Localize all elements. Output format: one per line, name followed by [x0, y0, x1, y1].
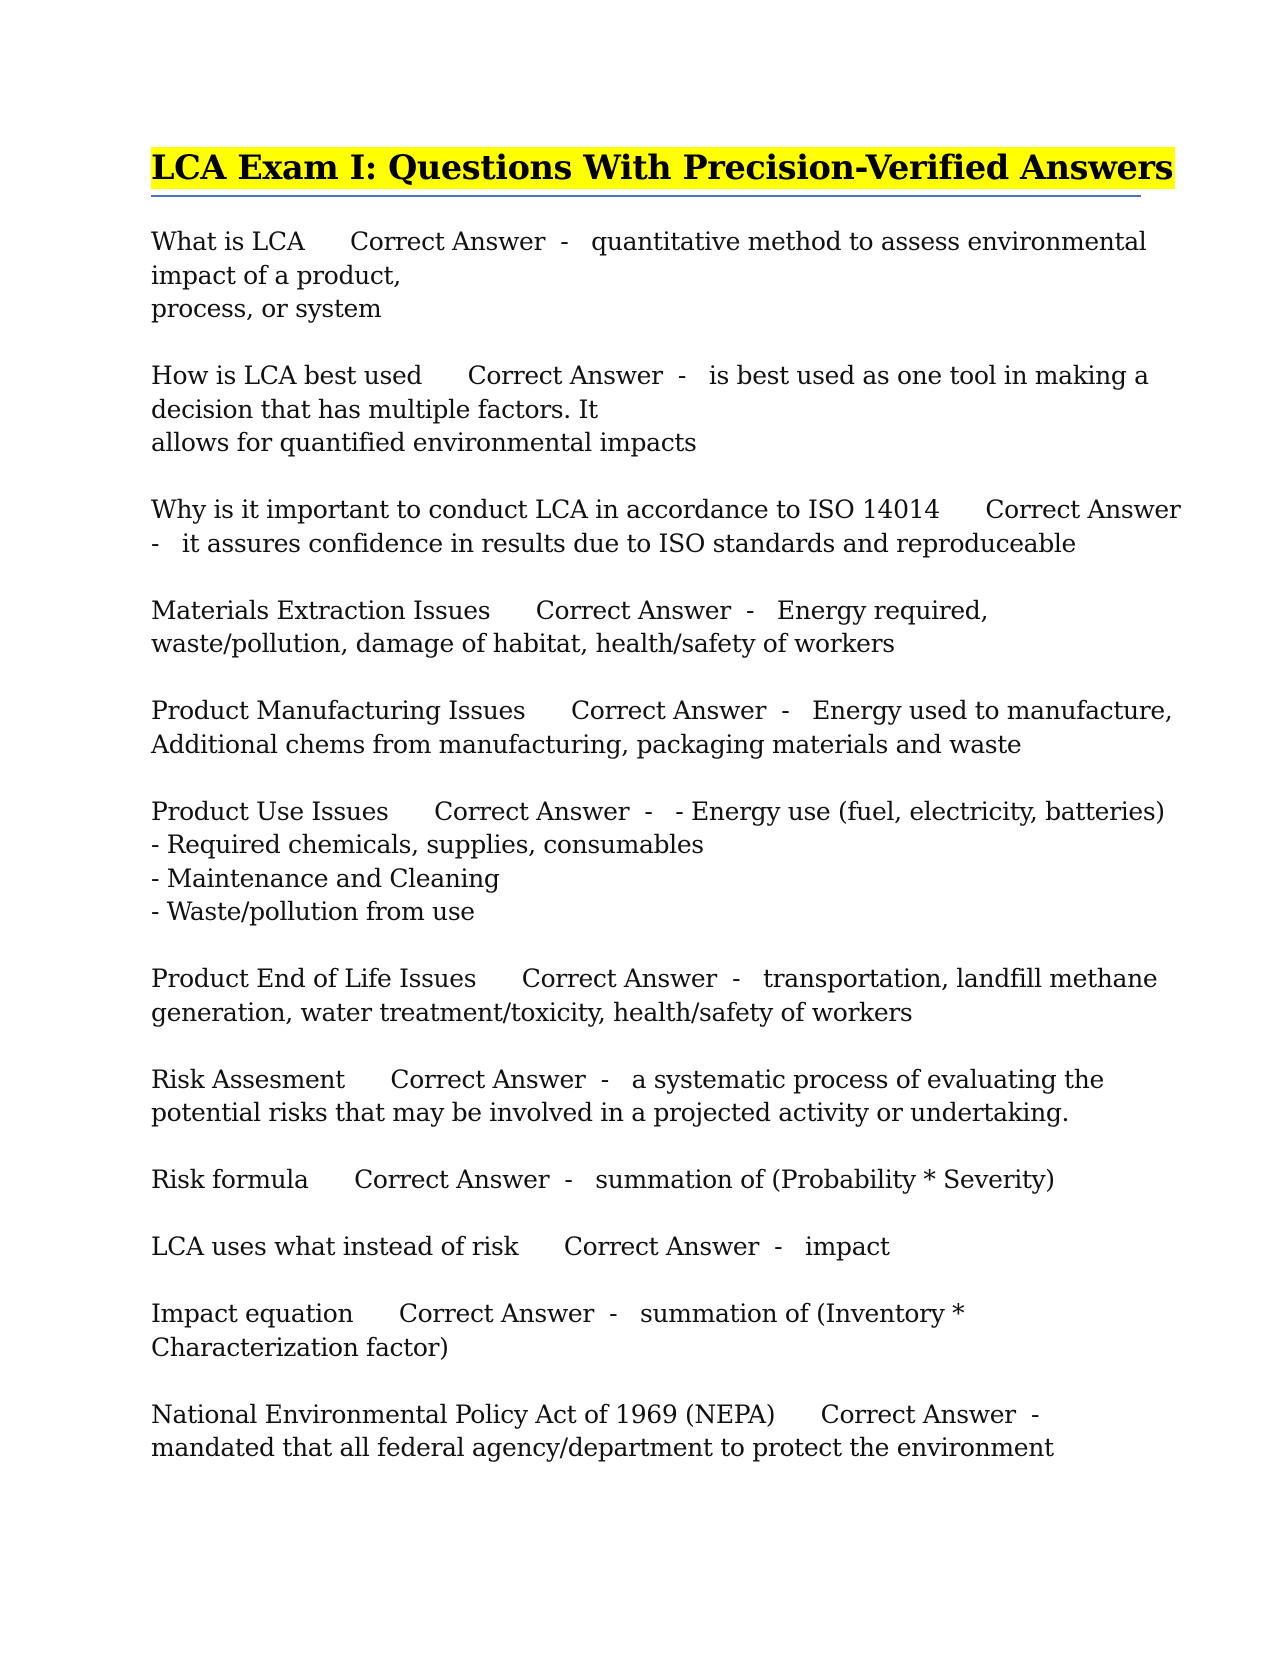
qa-line: - it assures confidence in results due to ISO standards and reproduceable — [151, 528, 1076, 558]
qa-line: Characterization factor) — [151, 1332, 449, 1362]
qa-entry — [151, 1230, 1141, 1264]
qa-line: What is LCA Correct Answer - quantitative method to assess environmental — [151, 227, 1147, 256]
qa-entry — [151, 493, 1181, 560]
qa-entry — [151, 225, 1147, 326]
qa-line: generation, water treatment/toxicity, health/safety of workers — [151, 997, 913, 1027]
qa-line: - Waste/pollution from use — [151, 897, 475, 926]
qa-line: mandated that all federal agency/department to protect the environment — [151, 1433, 1054, 1462]
qa-entry — [151, 795, 1165, 929]
qa-entry — [151, 1297, 1141, 1364]
qa-entry — [151, 1163, 1141, 1197]
qa-entry — [151, 1398, 1141, 1465]
qa-line: Product Manufacturing Issues Correct Answer - Energy used to manufacture, — [151, 696, 1173, 725]
document-body — [151, 147, 1181, 1498]
qa-line: process, or system — [151, 294, 382, 323]
qa-line: Additional chems from manufacturing, packaging materials and waste — [151, 729, 1022, 759]
qa-entry — [151, 359, 1149, 460]
qa-entry — [151, 1063, 1141, 1130]
qa-line: Why is it important to conduct LCA in accordance to ISO 14014 Correct Answer — [151, 495, 1181, 524]
qa-line: decision that has multiple factors. It — [151, 394, 598, 424]
qa-line: Product Use Issues Correct Answer - - Energy use (fuel, electricity, batteries) — [151, 796, 1165, 826]
qa-line: impact of a product, — [151, 260, 401, 290]
qa-line: waste/pollution, damage of habitat, health/safety of workers — [151, 629, 895, 658]
qa-entry — [151, 694, 1173, 761]
qa-line: - Maintenance and Cleaning — [151, 863, 500, 893]
qa-line: Impact equation Correct Answer - summation of (Inventory * — [151, 1299, 965, 1328]
qa-line: Risk formula Correct Answer - summation of (Probability * Severity) — [151, 1165, 1055, 1194]
qa-line: allows for quantified environmental impacts — [151, 428, 697, 457]
qa-line: National Environmental Policy Act of 1969 (NEPA) Correct Answer - — [151, 1399, 1040, 1429]
qa-line: Materials Extraction Issues Correct Answer - Energy required, — [151, 595, 989, 625]
qa-line: - Required chemicals, supplies, consumables — [151, 830, 704, 859]
qa-entry — [151, 962, 1158, 1029]
qa-line: Risk Assesment Correct Answer - a systematic process of evaluating the — [151, 1064, 1104, 1094]
qa-entry — [151, 594, 1141, 661]
qa-line: How is LCA best used Correct Answer - is best used as one tool in making a — [151, 361, 1149, 390]
qa-line: Product End of Life Issues Correct Answer - transportation, landfill methane — [151, 964, 1158, 993]
title-block — [151, 147, 1174, 197]
qa-line: LCA uses what instead of risk Correct Answer - impact — [151, 1232, 890, 1261]
qa-line: potential risks that may be involved in a projected activity or undertaking. — [151, 1098, 1070, 1127]
document-title: LCA Exam I: Questions With Precision-Verified Answers — [151, 148, 1174, 187]
qa-list — [151, 225, 1181, 1465]
